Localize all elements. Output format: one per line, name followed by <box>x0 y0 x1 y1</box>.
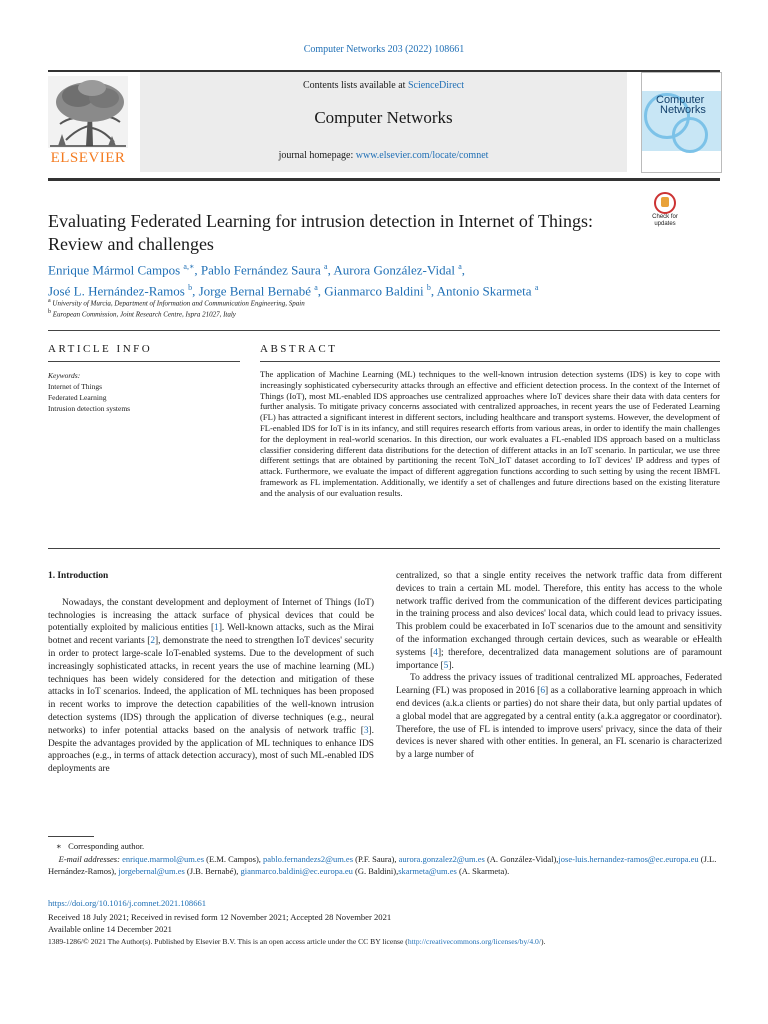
sciencedirect-link[interactable]: ScienceDirect <box>407 80 465 91</box>
check-updates-line1: Check for <box>652 214 678 220</box>
received-dates: Received 18 July 2021; Received in revised form 12 November 2021; Accepted 28 November 2021 <box>48 912 392 922</box>
intro-paragraph-1-continued <box>396 570 722 672</box>
journal-title: Computer Networks <box>314 108 453 127</box>
check-updates-icon <box>654 192 676 214</box>
cover-title <box>656 95 706 115</box>
email-link[interactable]: gianmarco.baldini@ec.europa.eu <box>240 866 353 876</box>
email-link[interactable]: skarmeta@um.es <box>398 866 457 876</box>
affiliation-text: University of Murcia, Department of Information and Communication Engineering, Spain <box>52 299 305 308</box>
author-affiliation-mark: a <box>314 283 318 293</box>
affiliation-mark: a <box>48 298 51 304</box>
corresponding-mark: ∗ <box>56 841 62 851</box>
article-info-heading: ARTICLE INFO <box>48 343 153 355</box>
email-link[interactable]: aurora.gonzalez2@um.es <box>398 854 485 864</box>
author-line-1: Enrique Mármol Campos $^{a,∗}$, Pablo Fernández Saura $^a$, Aurora González-Vidal $^a$, <box>48 262 466 278</box>
section-heading-introduction: 1. Introduction <box>48 571 109 581</box>
check-for-updates-button[interactable] <box>646 192 684 230</box>
contents-line <box>140 80 627 91</box>
affiliation <box>48 309 648 318</box>
journal-cover-thumbnail[interactable] <box>641 72 722 173</box>
contents-prefix: Contents lists available at <box>302 80 408 91</box>
author-name[interactable]: Antonio Skarmeta <box>436 283 532 299</box>
body-text: Nowadays, the constant development and deployment of Internet of Things (IoT) technologies is increasing the attack surface of physical devices that could be potentially exploited by malicious entities [ <box>48 597 374 634</box>
email-addresses <box>48 853 720 877</box>
body-text: ]; therefore, decentralized data management solutions are of paramount importance [ <box>396 647 722 671</box>
article-title-line2: Review and challenges <box>48 234 214 254</box>
author-name[interactable]: Pablo Fernández Saura <box>200 262 321 278</box>
banner-bottom-rule <box>48 178 720 181</box>
affiliation-text: European Commission, Joint Research Centre, Ispra 21027, Italy <box>52 310 236 319</box>
reference-link[interactable]: 2 <box>150 636 156 647</box>
abstract-text: The application of Machine Learning (ML) techniques to the well-known intrusion detection systems (IDS) is key to cope with increasingly sophisticated cybersecurity attacks through an effective and efficient detection process. In the context of the Internet of Things (IoT), most ML-enabled IDS approaches use centralized approaches where IoT devices share their data with data centers for further analysis. To mitigate privacy concerns associated with centralized approaches, in recent years the use of Federated Learning (FL) has attracted a significant interest in different sectors, including healthcare and transport systems. However, the development of FL-enabled IDS for IoT is in its infancy, and still requires research efforts from various areas, in order to identify the main challenges for the deployment in real-world scenarios. In this direction, our work evaluates a FL-enabled IDS approach based on a multiclass classifier considering different data distributions for the detection of different attacks in an IoT scenario. In particular, we use three different settings that are obtained by partitioning the recent ToN_IoT dataset according to IoT devices' IP address and types of attack. Furthermore, we evaluate the impact of different aggregation functions according to such setting by using the recent IBMFL framework as FL implementation. Additionally, we identify a set of challenges and future directions based on the existing literature and the analysis of our evaluation results. <box>260 369 720 498</box>
reference-link[interactable]: 3 <box>363 725 369 736</box>
body-text: ]. <box>448 660 454 671</box>
doi-text[interactable]: https://doi.org/10.1016/j.comnet.2021.108661 <box>48 898 207 908</box>
corresponding-text: Corresponding author. <box>68 841 145 851</box>
author-affiliation-mark: a <box>534 283 539 293</box>
check-updates-line2: updates <box>654 221 676 227</box>
affiliation <box>48 298 648 307</box>
reference-link[interactable]: 4 <box>433 647 438 658</box>
keywords-label: Keywords: <box>48 371 81 380</box>
publisher-wordmark: ELSEVIER <box>50 150 126 166</box>
email-link[interactable]: jose-luis.hernandez-ramos@ec.europa.eu <box>558 854 699 864</box>
header-divider <box>48 330 720 331</box>
author-affiliation-mark: a,∗ <box>183 262 195 271</box>
email-owner: (J.L. Hernández-Ramos), <box>48 854 717 876</box>
body-text: To address the privacy issues of traditional centralized ML approaches, Federated Learning (FL) was proposed in 2016 [ <box>396 673 722 697</box>
license-line <box>48 936 738 947</box>
doi-link[interactable] <box>48 898 738 909</box>
email-owner: (G. Baldini), <box>352 866 399 876</box>
email-link[interactable]: pablo.fernandezs2@um.es <box>263 854 354 864</box>
author-affiliation-mark: a <box>324 262 328 271</box>
author-name[interactable]: Aurora González-Vidal <box>333 262 455 278</box>
footnote-rule <box>48 836 94 837</box>
author-name[interactable]: Gianmarco Baldini <box>324 283 424 299</box>
email-owner: (E.M. Campos), <box>204 854 264 864</box>
author-line-2: José L. Hernández-Ramos $^b$, Jorge Bernal Bernabé $^a$, Gianmarco Baldini $^b$, Antonio Skarmeta $^a$ <box>48 283 539 299</box>
body-text: ] as a collaborative learning approach in which end devices (a.k.a clients or parties) do not share their data, but only partial updates of a global model that are aggregated by a central entity (a.k.a aggregator or coordinator). Therefore, the use of FL is intended to improve users' privacy, since the data of their devices is never shared with other entities. In general, an FL scenario is characterized by a large number of <box>396 686 722 761</box>
abstract-rule <box>260 361 720 362</box>
cover-title-line2: Networks <box>660 104 706 116</box>
article-title-line1: Evaluating Federated Learning for intrusion detection in Internet of Things: <box>48 211 594 231</box>
article-title <box>48 210 638 256</box>
reference-link[interactable]: 5 <box>443 660 449 671</box>
body-text: centralized, so that a single entity receives the network traffic data from different devices to train a certain ML model. Therefore, this entity has access to the whole network traffic derived from the communication of the different devices participating in the training process and also devices' local data, which could lead to privacy issues. This problem could be exacerbated in IoT scenarios due to the amount and sensitivity of the information exchanged through certain devices, such as wearable or eHealth systems [ <box>396 571 722 658</box>
license-link[interactable]: http://creativecommons.org/licenses/by/4.0/ <box>407 937 541 946</box>
email-owner: (A. González-Vidal), <box>484 854 559 864</box>
email-label: E-mail addresses: <box>58 854 120 864</box>
affiliation-mark: b <box>48 309 51 315</box>
abstract-heading: ABSTRACT <box>260 343 338 355</box>
reference-link[interactable]: 6 <box>540 686 545 697</box>
reference-link[interactable]: 1 <box>214 623 219 634</box>
email-owner: (A. Skarmeta). <box>456 866 510 876</box>
keyword: Federated Learning <box>48 393 107 402</box>
body-text: ]. Well-known attacks, such as the Mirai botnet and recent variants [ <box>48 623 374 647</box>
email-owner: (P.F. Saura), <box>353 854 399 864</box>
abstract-divider <box>48 548 720 549</box>
author-affiliation-mark: a <box>458 262 462 271</box>
available-online: Available online 14 December 2021 <box>48 924 172 934</box>
email-owner: (J.B. Bernabé), <box>184 866 241 876</box>
homepage-prefix: journal homepage: <box>278 150 356 161</box>
author-name[interactable]: Jorge Bernal Bernabé <box>198 283 311 299</box>
homepage-line <box>140 150 627 161</box>
author-name[interactable]: Enrique Mármol Campos <box>48 262 181 278</box>
journal-homepage-link[interactable]: www.elsevier.com/locate/comnet <box>355 150 489 161</box>
intro-paragraph-2 <box>396 672 722 762</box>
journal-citation[interactable]: Computer Networks 203 (2022) 108661 <box>303 44 465 55</box>
keywords-block <box>48 370 240 414</box>
author-affiliation-mark: b <box>426 283 431 293</box>
article-info-rule <box>48 361 240 362</box>
body-text: ]. Despite the advantages provided by the application of ML techniques to enhance IDS approaches (e.g., in terms of attack detection accuracy), most of such ML-enabled IDS deployments are <box>48 725 374 775</box>
corresponding-author-note <box>48 840 728 852</box>
keyword: Intrusion detection systems <box>48 404 131 413</box>
author-list <box>48 258 648 301</box>
cover-circle-icon <box>672 117 708 153</box>
body-column-left <box>48 570 374 776</box>
body-text: ], demonstrate the need to strengthen IoT devices' security in order to protect large-scale IoT-enabled systems. Due to the development of such increasingly sophisticated attacks, in recent years the use of machine learning (ML) techniques has been widely considered for the detection and mitigation of these attacks in IoT scenarios. Indeed, the application of ML techniques has been proposed in recent works to improve the detection capabilities of the well-known intrusion detection systems (IDS) through the application of diverse techniques (e.g., neural networks) to infer potential attacks based on the analysis of network traffic [ <box>48 636 374 736</box>
author-affiliation-mark: b <box>188 283 193 293</box>
email-link[interactable]: enrique.marmol@um.es <box>122 854 205 864</box>
intro-paragraph-1 <box>48 597 374 776</box>
keyword-list <box>48 381 240 414</box>
keyword: Internet of Things <box>48 382 103 391</box>
license-suffix: ). <box>540 937 546 946</box>
email-link[interactable]: jorgebernal@um.es <box>118 866 185 876</box>
body-column-right <box>396 570 722 762</box>
license-prefix: 1389-1286/© 2021 The Author(s). Published by Elsevier B.V. This is an open access article under the CC BY license ( <box>48 937 408 946</box>
author-name[interactable]: José L. Hernández-Ramos <box>48 283 185 299</box>
cover-title-line1: Computer <box>656 94 705 106</box>
